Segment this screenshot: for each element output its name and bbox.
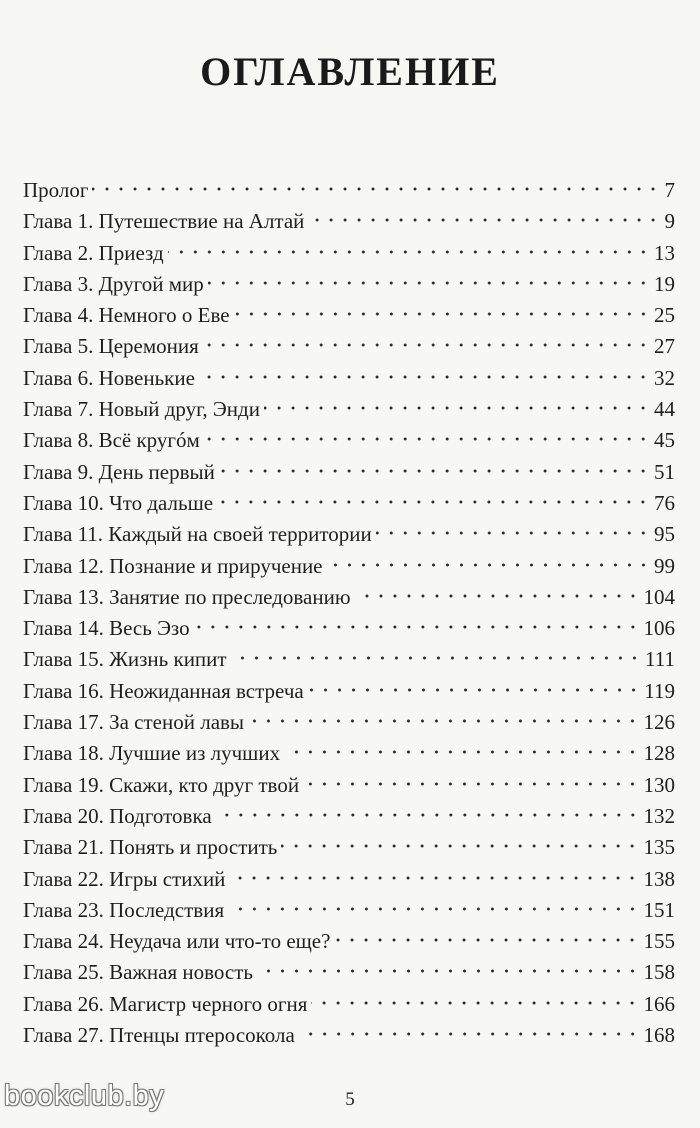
leader-dots xyxy=(208,280,650,286)
toc-entry-label: Глава 5. Церемония xyxy=(23,334,199,359)
toc-entry-label: Глава 25. Важная новость xyxy=(23,960,253,985)
toc-entry-label: Глава 15. Жизнь кипит xyxy=(23,647,227,672)
toc-entry-label: Глава 10. Что дальше xyxy=(23,490,214,515)
toc-entry-label: Глава 8. Всё кругóм xyxy=(23,428,200,453)
toc-entry xyxy=(23,206,675,237)
toc-entry-page: 106 xyxy=(643,616,675,641)
toc-entry-page: 155 xyxy=(643,929,675,954)
toc-entry-page: 99 xyxy=(654,553,675,578)
toc-entry-label: Глава 23. Последствия xyxy=(23,897,225,922)
leader-dots xyxy=(199,374,650,380)
leader-dots xyxy=(231,655,641,661)
leader-dots xyxy=(299,1031,640,1037)
toc-entry-label: Глава 16. Неожиданная встреча xyxy=(23,678,304,703)
toc-entry xyxy=(23,644,675,675)
toc-entry-page: 128 xyxy=(643,741,675,766)
toc-entry xyxy=(23,832,675,863)
toc-entry xyxy=(23,676,675,707)
toc-entry-page: 138 xyxy=(643,866,675,891)
leader-dots xyxy=(229,875,639,881)
toc-entry-page: 95 xyxy=(654,522,675,547)
toc-entry xyxy=(23,300,675,331)
leader-dots xyxy=(257,968,640,974)
toc-entry-page: 130 xyxy=(643,772,675,797)
toc-entry-page: 151 xyxy=(643,897,675,922)
toc-entry xyxy=(23,926,675,957)
leader-dots xyxy=(203,342,650,348)
toc-entry-page: 132 xyxy=(643,803,675,828)
toc-entry-label: Глава 1. Путешествие на Алтай xyxy=(23,209,305,234)
toc-entry-page: 111 xyxy=(645,647,675,672)
toc-entry-page: 25 xyxy=(654,303,675,328)
toc-entry xyxy=(23,989,675,1020)
toc-entry-label: Глава 21. Понять и простить xyxy=(23,835,278,860)
toc-entry-label: Пролог xyxy=(23,178,89,202)
leader-dots xyxy=(248,718,639,724)
leader-dots xyxy=(264,405,650,411)
toc-entry-page: 76 xyxy=(654,490,675,515)
toc-entry xyxy=(23,582,675,613)
toc-entry-label: Глава 4. Немного о Еве xyxy=(23,303,230,328)
leader-dots xyxy=(308,217,660,223)
toc-entry xyxy=(23,551,675,582)
toc-entry-label: Глава 7. Новый друг, Энди xyxy=(23,397,260,422)
toc-entry-page: 32 xyxy=(654,365,675,390)
toc-entry xyxy=(23,269,675,300)
toc-entry-label: Глава 17. За стеной лавы xyxy=(23,710,245,735)
leader-dots xyxy=(327,562,650,568)
toc-entry-label: Глава 12. Познание и приручение xyxy=(23,553,323,578)
leader-dots xyxy=(204,436,650,442)
toc-entry-page: 7 xyxy=(664,178,675,202)
page-number: 5 xyxy=(345,1089,355,1110)
toc-entry-label: Глава 6. Новенькие xyxy=(23,365,195,390)
toc-entry-label: Глава 26. Магистр черного огня xyxy=(23,991,308,1016)
leader-dots xyxy=(308,687,641,693)
toc-entry-page: 27 xyxy=(654,334,675,359)
toc-entry-label: Глава 2. Приезд xyxy=(23,240,164,265)
leader-dots xyxy=(334,937,639,943)
leader-dots xyxy=(303,781,639,787)
toc-entry-label: Глава 9. День первый xyxy=(23,459,215,484)
table-of-contents xyxy=(23,175,675,1051)
toc-entry xyxy=(23,488,675,519)
leader-dots xyxy=(194,624,640,630)
leader-dots xyxy=(219,468,650,474)
leader-dots xyxy=(216,812,640,818)
toc-entry-label: Глава 24. Неудача или что-то еще? xyxy=(23,929,331,954)
toc-entry xyxy=(23,1020,675,1051)
toc-entry xyxy=(23,175,675,206)
toc-entry-page: 9 xyxy=(664,209,675,234)
toc-entry-page: 126 xyxy=(643,710,675,735)
toc-entry xyxy=(23,738,675,769)
leader-dots xyxy=(234,311,650,317)
leader-dots xyxy=(281,843,639,849)
toc-entry-page: 158 xyxy=(643,960,675,985)
toc-entry xyxy=(23,394,675,425)
page-title: ОГЛАВЛЕНИЕ xyxy=(200,49,500,94)
toc-entry-label: Глава 27. Птенцы птеросокола xyxy=(23,1023,295,1048)
toc-entry xyxy=(23,519,675,550)
toc-entry xyxy=(23,895,675,926)
leader-dots xyxy=(228,906,639,912)
toc-entry-label: Глава 19. Скажи, кто друг твой xyxy=(23,772,300,797)
watermark-logo: bookclub.by xyxy=(4,1080,165,1112)
toc-entry-page: 135 xyxy=(643,835,675,860)
toc-entry xyxy=(23,613,675,644)
toc-entry-label: Глава 13. Занятие по преследованию xyxy=(23,584,351,609)
leader-dots xyxy=(284,749,639,755)
toc-entry-page: 13 xyxy=(654,240,675,265)
toc-entry-page: 19 xyxy=(654,271,675,296)
toc-entry xyxy=(23,707,675,738)
toc-entry-label: Глава 18. Лучшие из лучших xyxy=(23,741,281,766)
toc-entry-label: Глава 3. Другой мир xyxy=(23,271,204,296)
leader-dots xyxy=(311,1000,639,1006)
leader-dots xyxy=(92,186,660,192)
toc-entry xyxy=(23,425,675,456)
toc-entry xyxy=(23,363,675,394)
toc-entry-page: 45 xyxy=(654,428,675,453)
toc-entry-page: 104 xyxy=(643,584,675,609)
leader-dots xyxy=(355,593,640,599)
toc-entry-label: Глава 11. Каждый на своей территории xyxy=(23,522,372,547)
leader-dots xyxy=(217,499,650,505)
toc-entry-label: Глава 14. Весь Эзо xyxy=(23,616,190,641)
toc-entry-label: Глава 20. Подготовка xyxy=(23,803,212,828)
toc-entry-page: 168 xyxy=(643,1023,675,1048)
leader-dots xyxy=(168,249,650,255)
toc-entry-label: Глава 22. Игры стихий xyxy=(23,866,226,891)
toc-entry xyxy=(23,864,675,895)
toc-entry-page: 166 xyxy=(643,991,675,1016)
toc-entry xyxy=(23,957,675,988)
toc-entry xyxy=(23,331,675,362)
toc-entry-page: 51 xyxy=(654,459,675,484)
toc-entry xyxy=(23,238,675,269)
toc-entry xyxy=(23,801,675,832)
toc-entry xyxy=(23,457,675,488)
toc-entry-page: 119 xyxy=(644,678,675,703)
toc-entry xyxy=(23,770,675,801)
toc-entry-page: 44 xyxy=(654,397,675,422)
leader-dots xyxy=(376,530,650,536)
